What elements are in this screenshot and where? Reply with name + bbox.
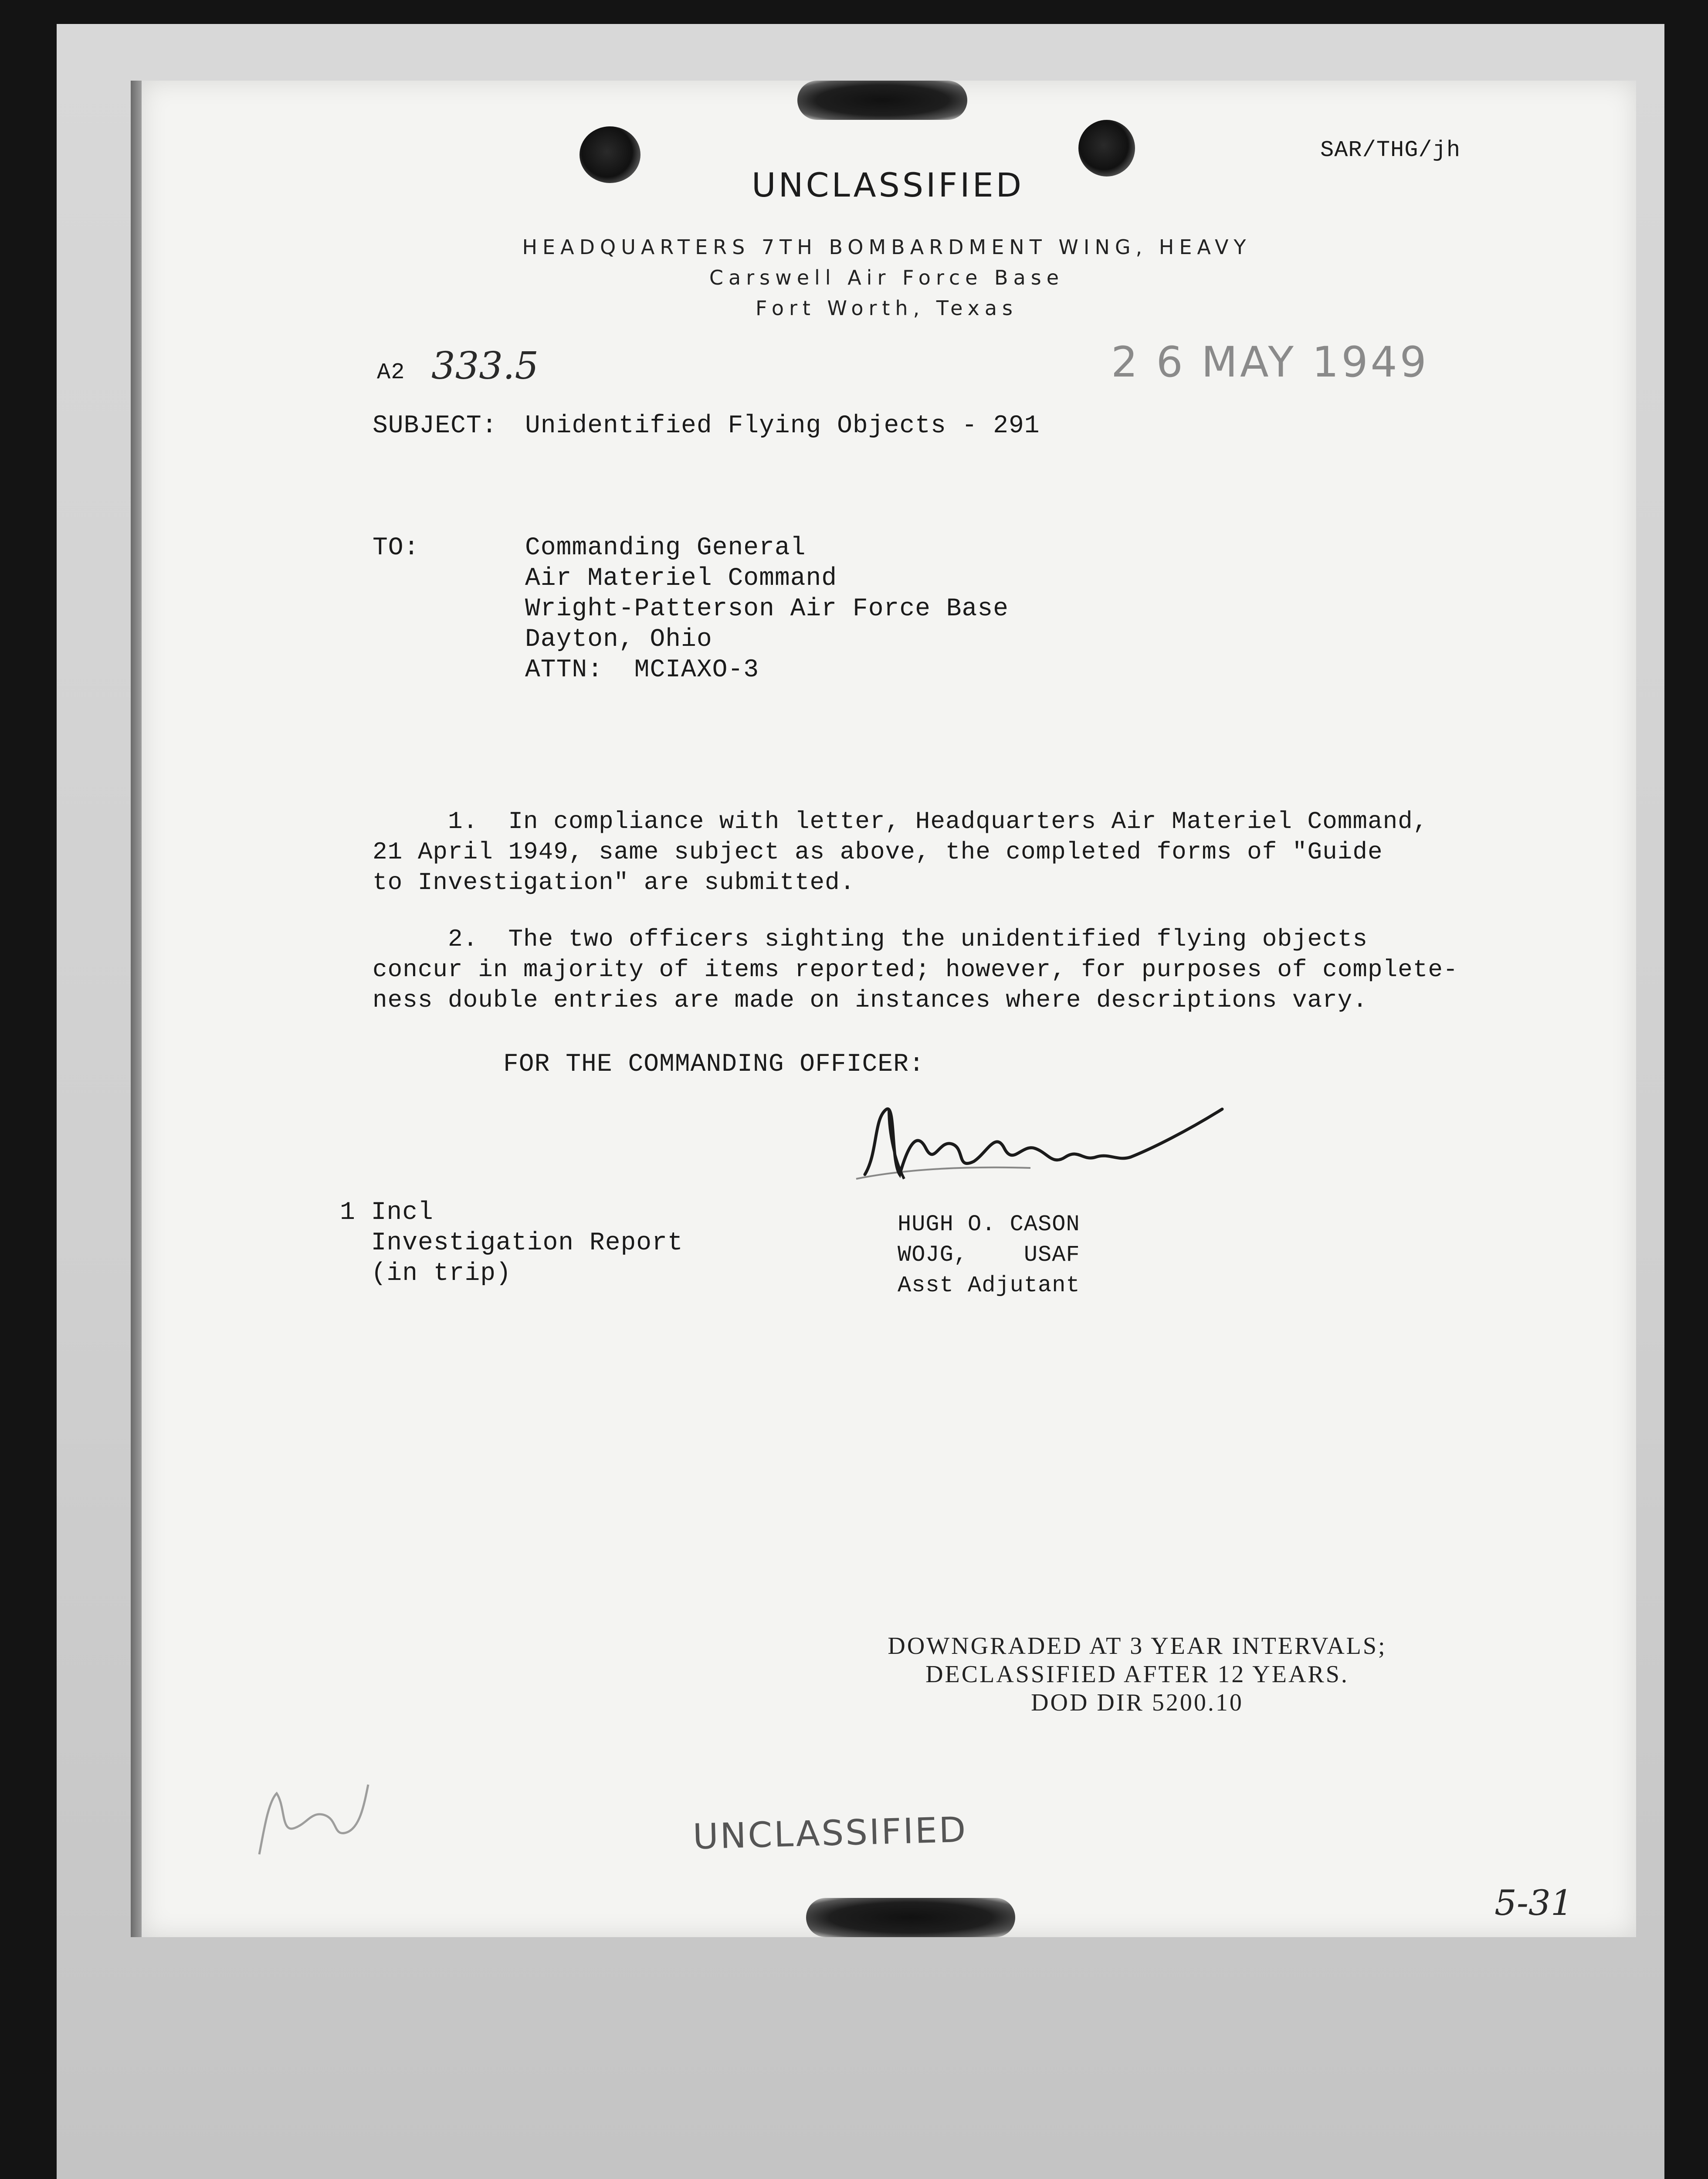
punch-hole-left bbox=[580, 126, 640, 183]
org-line-2: Carswell Air Force Base bbox=[709, 266, 1064, 289]
downgrade-line: DOWNGRADED AT 3 YEAR INTERVALS; bbox=[888, 1633, 1387, 1660]
paragraph-1: 1. In compliance with letter, Headquarters Air Materiel Command, 21 April 1949, same subject as above, the completed forms of "Guide to Investigation" are submitted. bbox=[373, 808, 1428, 896]
classification-bottom: UNCLASSIFIED bbox=[692, 1809, 968, 1857]
signer-name: HUGH O. CASON bbox=[898, 1212, 1080, 1237]
downgrade-line: DOD DIR 5200.10 bbox=[1031, 1689, 1244, 1716]
to-line: ATTN: MCIAXO-3 bbox=[525, 656, 759, 684]
paragraph-2: 2. The two officers sighting the unidentified flying objects concur in majority of items reported; however, for purposes of complete- ness double entries are made on instances where descriptions vary. bbox=[373, 925, 1458, 1014]
to-line: Dayton, Ohio bbox=[525, 625, 712, 654]
signature-handwritten bbox=[847, 1092, 1240, 1196]
for-commanding-officer: FOR THE COMMANDING OFFICER: bbox=[503, 1050, 925, 1079]
file-ref-prefix: A2 bbox=[377, 360, 405, 385]
to-line: Commanding General bbox=[525, 534, 806, 562]
date-stamp: 2 6 MAY 1949 bbox=[1111, 338, 1429, 387]
classification-top: UNCLASSIFIED bbox=[752, 166, 1024, 204]
punch-hole-right bbox=[1078, 120, 1135, 176]
org-line-1: HEADQUARTERS 7TH BOMBARDMENT WING, HEAVY bbox=[522, 235, 1251, 259]
subject-label: SUBJECT: bbox=[373, 412, 498, 440]
to-line: Air Materiel Command bbox=[525, 564, 837, 593]
page-number: 5-31 bbox=[1494, 1883, 1573, 1923]
enclosure-line: Investigation Report bbox=[340, 1229, 683, 1257]
enclosure-line: (in trip) bbox=[340, 1259, 512, 1288]
margin-scribble bbox=[246, 1767, 386, 1863]
subject-text: Unidentified Flying Objects - 291 bbox=[525, 412, 1040, 440]
redaction-bottom bbox=[806, 1898, 1015, 1937]
signer-title: Asst Adjutant bbox=[898, 1273, 1080, 1298]
signer-rank: WOJG, USAF bbox=[898, 1242, 1080, 1268]
enclosure-line: 1 Incl bbox=[340, 1198, 434, 1227]
document-page bbox=[142, 81, 1636, 1937]
to-line: Wright-Patterson Air Force Base bbox=[525, 595, 1009, 623]
to-label: TO: bbox=[373, 534, 420, 562]
downgrade-line: DECLASSIFIED AFTER 12 YEARS. bbox=[925, 1661, 1349, 1688]
redaction-top bbox=[797, 81, 967, 120]
reference-code: SAR/THG/jh bbox=[1320, 137, 1461, 163]
file-ref-handwritten: 333.5 bbox=[431, 344, 539, 388]
org-line-3: Fort Worth, Texas bbox=[756, 296, 1018, 320]
